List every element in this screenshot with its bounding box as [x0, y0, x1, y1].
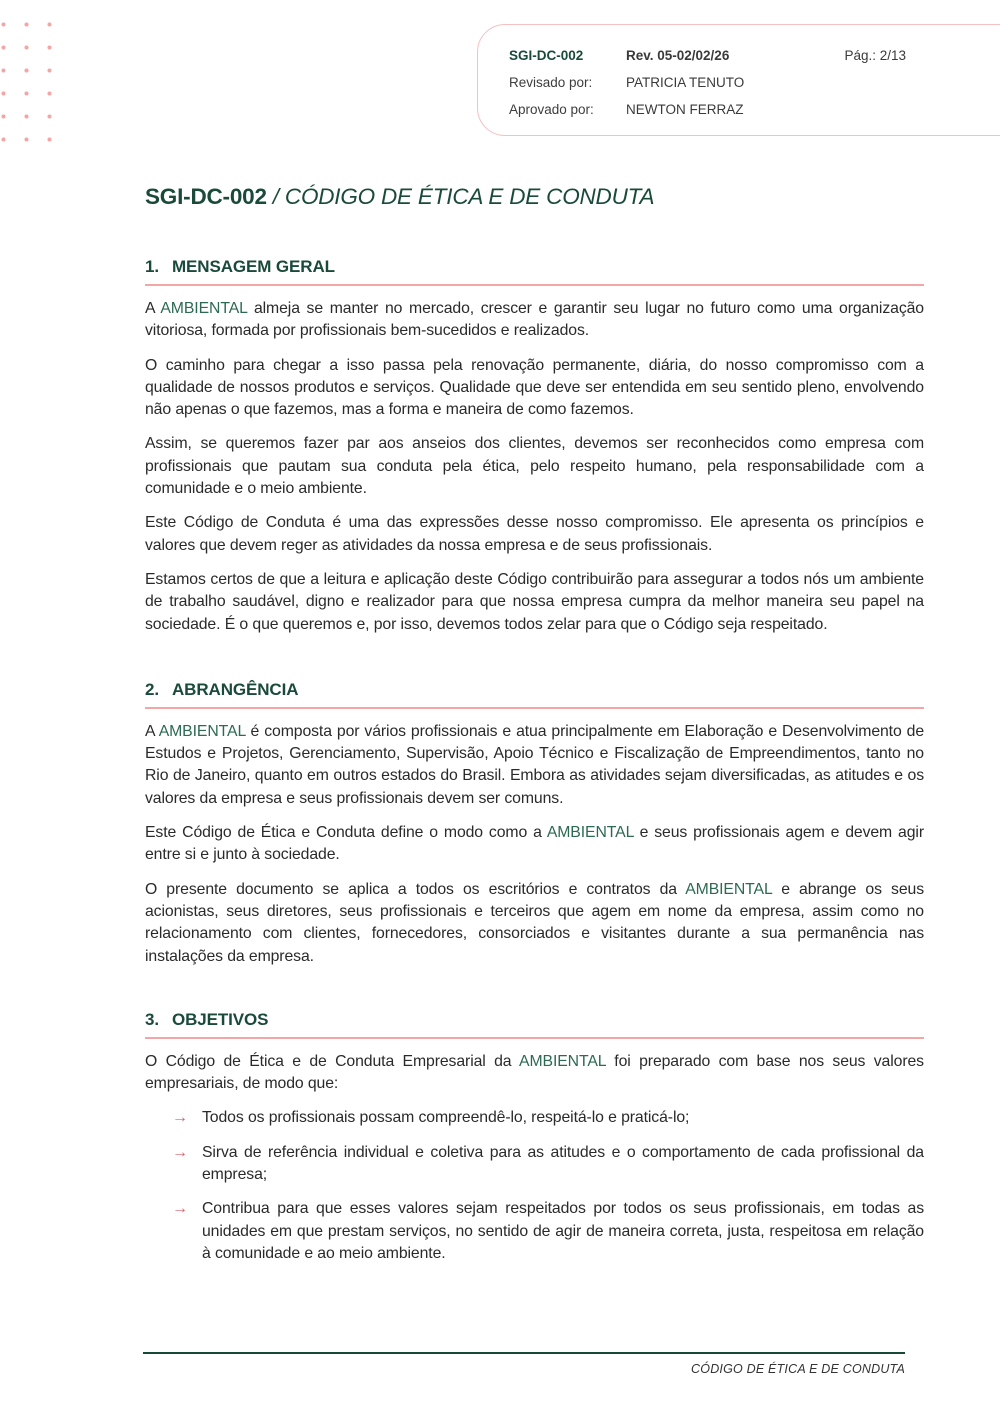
section-number: 2.: [145, 679, 159, 699]
document-code: SGI-DC-002: [509, 48, 584, 63]
section-heading: [145, 680, 924, 700]
page-number: Pág.: 2/13: [844, 48, 906, 63]
bullet-item: [172, 1198, 924, 1265]
bullet-item: [172, 1107, 924, 1129]
arrow-bullet-icon: →: [172, 1200, 188, 1218]
paragraph: Este Código de Ética e Conduta define o modo como a AMBIENTAL e seus profissionais agem e devem agir entre si e junto à sociedade.: [145, 824, 924, 864]
paragraph: A AMBIENTAL é composta por vários profissionais e atua principalmente em Elaboração e Desenvolvimento de Estudos e Projetos, Gerenciamento, Supervisão, Apoio Técnico e Fiscalização de Empreendimentos, tanto no Rio de Janeiro, quanto em outros estados do Brasil. Embora as atividades sejam diversificadas, as atitudes e os valores da empresa e seus profissionais devem ser comuns.: [145, 722, 925, 807]
section-heading-label: ABRANGÊNCIA: [171, 679, 299, 699]
revised-by-value: PATRICIA TENUTO: [626, 75, 745, 90]
bullet-item: [172, 1142, 924, 1187]
paragraph: A AMBIENTAL almeja se manter no mercado, crescer e garantir seu lugar no futuro como uma organização vitoriosa, formada por profissionais bem-sucedidos e realizados.: [145, 300, 924, 340]
section-heading: [145, 1010, 924, 1030]
paragraph: Este Código de Conduta é uma das expressões desse nosso compromisso. Ele apresenta os princípios e valores que devem reger as atividades da nossa empresa e de seus profissionais.: [145, 514, 924, 554]
brand-name: AMBIENTAL: [158, 722, 246, 740]
section-number: 3.: [145, 1009, 159, 1029]
paragraph: Estamos certos de que a leitura e aplicação deste Código contribuirão para assegurar a todos nós um ambiente de trabalho saudável, digno e realizador para que nossa empresa cumpra da melhor maneira seu papel na sociedade. É o que queremos e, por isso, devemos todos zelar para que o Código seja respeitado.: [145, 570, 924, 633]
section-heading: [145, 257, 924, 277]
dots-pattern: [0, 13, 61, 151]
page-title-name: / CÓDIGO DE ÉTICA E DE CONDUTA: [272, 184, 655, 209]
section-number: 1.: [145, 257, 159, 276]
approved-by-value: NEWTON FERRAZ: [626, 102, 744, 117]
section-heading-rule: [145, 1037, 924, 1039]
document-body: [145, 183, 924, 1265]
bullet-text: Todos os profissionais possam compreendê-lo, respeitá-lo e praticá-lo;: [202, 1109, 690, 1127]
revised-by-label: Revisado por:: [509, 75, 593, 90]
section-heading-rule: [145, 284, 924, 286]
brand-name: AMBIENTAL: [685, 880, 773, 898]
bullet-text: Contribua para que esses valores sejam respeitados por todos os seus profissionais, em todas as unidades em que prestam serviços, no sentido de agir de maneira correta, justa, respeitosa em relação à comunidade e ao meio ambiente.: [202, 1200, 924, 1262]
brand-name: AMBIENTAL: [160, 300, 248, 317]
paragraph: O Código de Ética e de Conduta Empresarial da AMBIENTAL foi preparado com base nos seus valores empresariais, de modo que:: [145, 1052, 924, 1093]
paragraph: O caminho para chegar a isso passa pela renovação permanente, diária, do nosso compromisso com a qualidade de nossos produtos e serviços. Qualidade que deve ser entendida em seu sentido pleno, envolvendo não apenas o que fazemos, mas a forma e maneira de como fazemos.: [145, 356, 924, 419]
arrow-bullet-icon: →: [172, 1143, 188, 1161]
bullet-text: Sirva de referência individual e coletiva para as atitudes e o comportamento de cada profissional da empresa;: [202, 1143, 924, 1184]
document-section: [145, 257, 924, 636]
page-title-code: SGI-DC-002: [145, 184, 267, 209]
sections: [145, 257, 924, 1265]
section-heading-label: OBJETIVOS: [171, 1009, 269, 1029]
revision-label: Rev. 05-02/02/26: [626, 48, 730, 63]
section-heading-label: MENSAGEM GERAL: [171, 257, 335, 276]
page-title: [145, 183, 924, 210]
approved-by-label: Aprovado por:: [509, 102, 594, 117]
paragraph: Assim, se queremos fazer par aos anseios dos clientes, devemos ser reconhecidos como empresa com profissionais que pautam sua conduta pela ética, pelo respeito humano, pela responsabilidade com a comunidade e o meio ambiente.: [145, 435, 924, 498]
section-heading-rule: [145, 707, 924, 709]
document-section: [145, 680, 924, 968]
document-header-box: [477, 24, 1000, 136]
footer-title: CÓDIGO DE ÉTICA E DE CONDUTA: [691, 1362, 905, 1376]
bullet-list: [145, 1107, 924, 1265]
arrow-bullet-icon: →: [172, 1109, 188, 1127]
paragraph: O presente documento se aplica a todos os escritórios e contratos da AMBIENTAL e abrange os seus acionistas, seus diretores, seus profissionais e terceiros que agem em nome da empresa, assim como no relacionamento com clientes, fornecedores, consorciados e visitantes durante a sua permanência nas instalações da empresa.: [145, 880, 924, 965]
document-section: [145, 1010, 924, 1265]
brand-name: AMBIENTAL: [546, 824, 634, 842]
page-footer: [143, 1352, 905, 1376]
brand-name: AMBIENTAL: [519, 1052, 606, 1070]
